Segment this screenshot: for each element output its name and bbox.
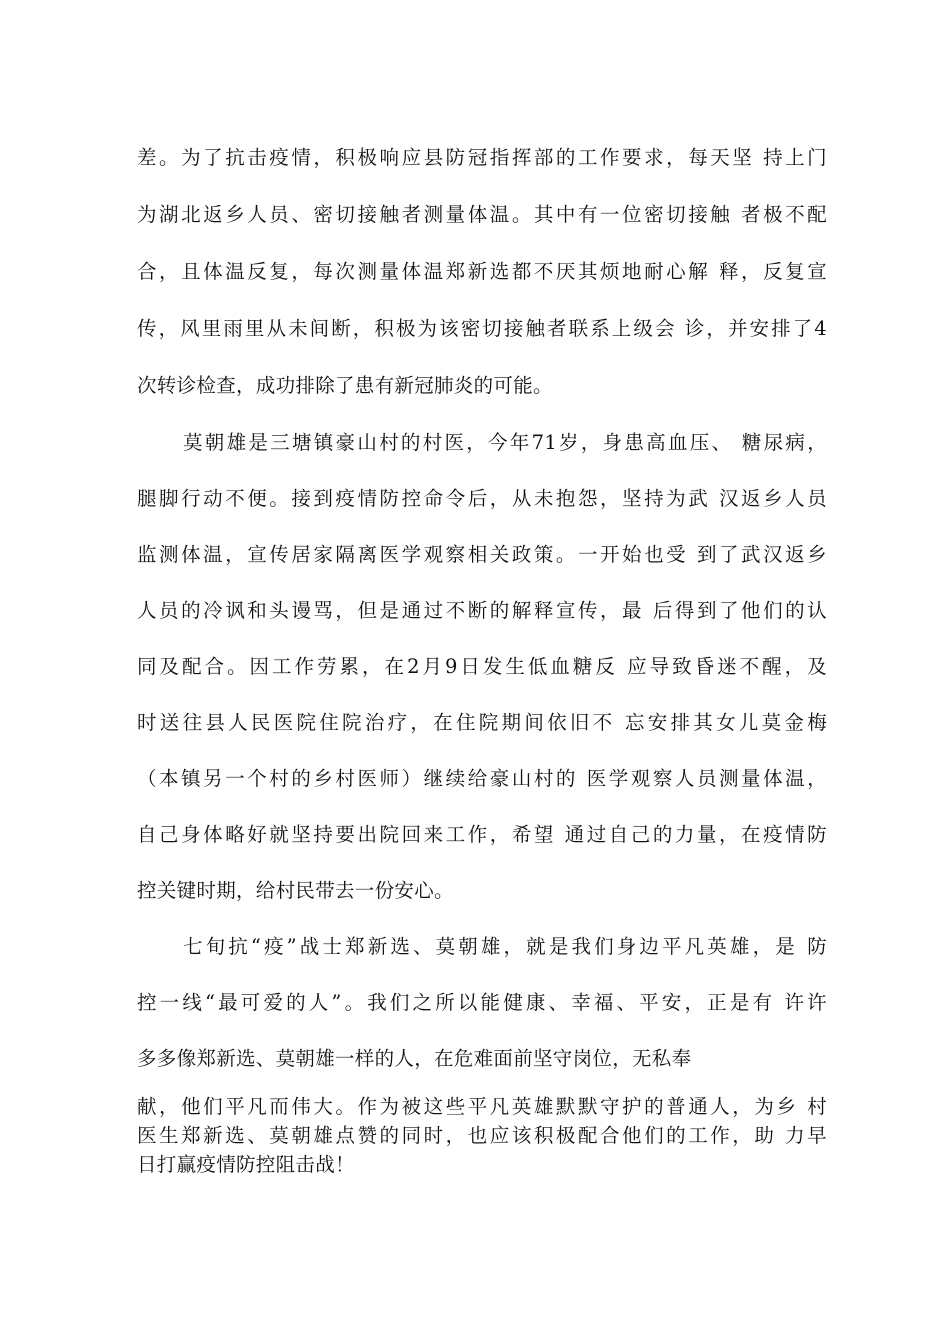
paragraph-3-line-1: 七旬抗“疫”战士郑新选、莫朝雄，就是我们身边平凡英雄，是 防	[183, 935, 827, 958]
paragraph-2-line-9: 控关键时期，给村民带去一份安心。	[137, 879, 454, 902]
paragraph-3-line-2: 控一线“最可爱的人”。我们之所以能健康、幸福、平安，正是有 许许	[137, 991, 827, 1014]
paragraph-2-line-4: 人员的冷讽和头谩骂，但是通过不断的解释宣传，最 后得到了他们的认	[137, 599, 827, 622]
paragraph-1-line-3: 合，且体温反复，每次测量体温郑新选都不厌其烦地耐心解 释，反复宣	[137, 260, 827, 283]
paragraph-1-line-5: 次转诊检查，成功排除了患有新冠肺炎的可能。	[137, 374, 553, 397]
paragraph-3-line-6: 日打赢疫情防控阻击战！	[137, 1153, 355, 1176]
paragraph-3-line-4: 献，他们平凡而伟大。作为被这些平凡英雄默默守护的普通人，为乡 村	[137, 1095, 827, 1118]
paragraph-2-line-2: 腿脚行动不便。接到疫情防控命令后，从未抱怨，坚持为武 汉返乡人员	[137, 487, 827, 510]
paragraph-2-line-3: 监测体温，宣传居家隔离医学观察相关政策。一开始也受 到了武汉返乡	[137, 543, 827, 566]
paragraph-2-line-5: 同及配合。因工作劳累，在2月9日发生低血糖反 应导致昏迷不醒，及	[137, 655, 827, 678]
paragraph-1-line-1: 差。为了抗击疫情，积极响应县防冠指挥部的工作要求，每天坚 持上门	[137, 146, 827, 169]
paragraph-2-line-8: 自己身体略好就坚持要出院回来工作，希望 通过自己的力量，在疫情防	[137, 823, 827, 846]
paragraph-3-line-3: 多多像郑新选、莫朝雄一样的人，在危难面前坚守岗位，无私奉	[137, 1047, 692, 1070]
paragraph-2-line-6: 时送往县人民医院住院治疗，在住院期间依旧不 忘安排其女儿莫金梅	[137, 711, 827, 734]
paragraph-3-line-5: 医生郑新选、莫朝雄点赞的同时，也应该积极配合他们的工作，助 力早	[137, 1124, 827, 1147]
paragraph-1-line-2: 为湖北返乡人员、密切接触者测量体温。其中有一位密切接触 者极不配	[137, 203, 827, 226]
paragraph-1-line-4: 传，风里雨里从未间断，积极为该密切接触者联系上级会 诊，并安排了4	[137, 317, 827, 340]
paragraph-2-line-7: （本镇另一个村的乡村医师）继续给豪山村的 医学观察人员测量体温，	[137, 767, 827, 790]
paragraph-2-line-1: 莫朝雄是三塘镇豪山村的村医，今年71岁，身患高血压、 糖尿病，	[183, 431, 827, 454]
